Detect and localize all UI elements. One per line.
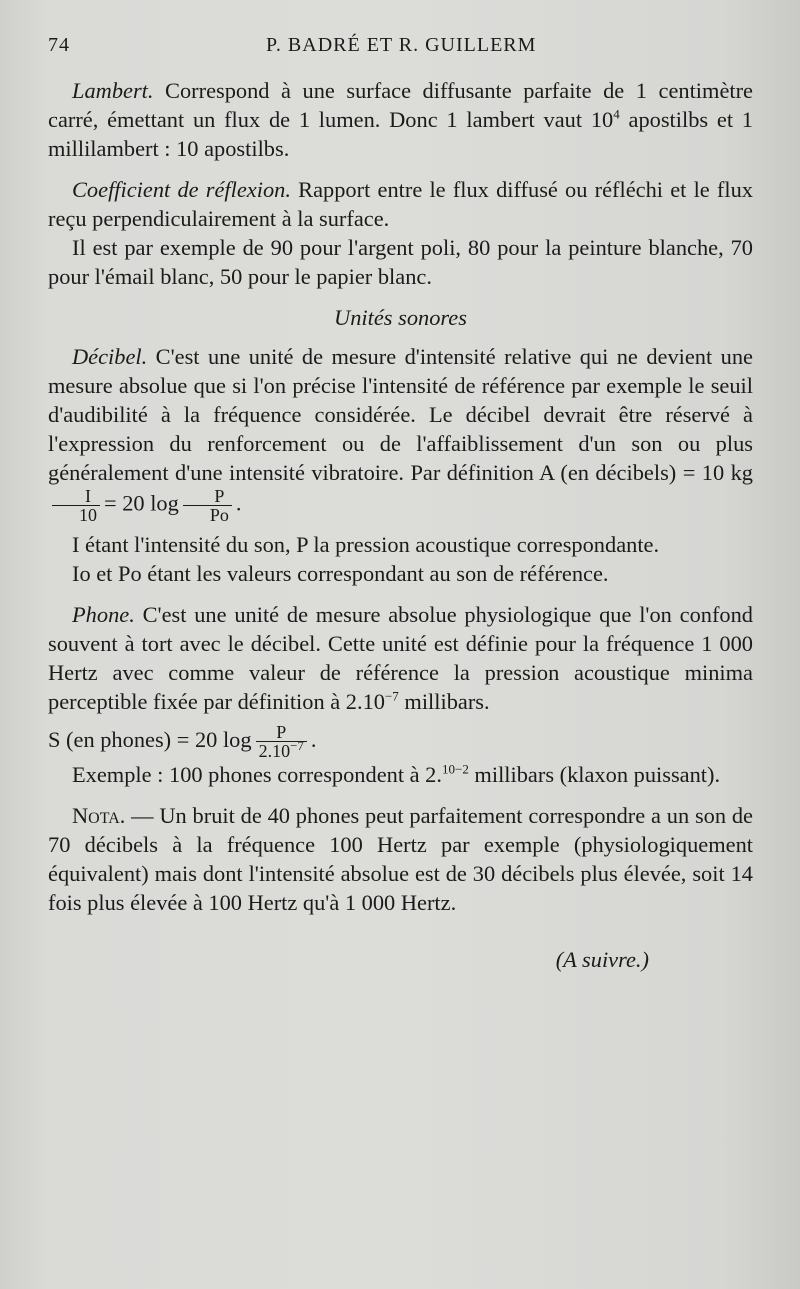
phone-exponent: −7 xyxy=(384,688,399,704)
decibel-equals: = 20 log xyxy=(104,490,179,516)
section-title: Unités sonores xyxy=(334,305,467,330)
decibel-text: C'est une unité de mesure d'intensité relative qui ne devient une mesure absolue que si l'on précise l'intensité de référence par exemple le seuil d'audibilité à la fréquence considérée. Le décibel devrait être réservé à l'expression du renforcement ou de l'affaiblissement d'un son ou plus généralement d'une intensité vibratoire. Par définition A (en décibels) = 10 kg xyxy=(48,344,753,485)
phone-formula-end: . xyxy=(310,727,317,752)
phone-example-exponent: 10−2 xyxy=(441,761,469,777)
decibel-note-2: Io et Po étant les valeurs correspondant au son de référence. xyxy=(72,561,609,586)
continuation-note: (A suivre.) xyxy=(555,947,649,973)
coefficient-text: Rapport entre le flux diffusé ou réfléchi et le flux reçu perpendiculairement à la surface. xyxy=(48,177,753,231)
coefficient-example: Il est par exemple de 90 pour l'argent poli, 80 pour la peinture blanche, 70 pour l'émail blanc, 50 pour le papier blanc. xyxy=(48,235,753,289)
intensity-fraction xyxy=(52,487,100,524)
phone-fraction xyxy=(256,723,307,760)
decibel-term: Décibel. xyxy=(72,344,148,369)
page-header xyxy=(48,34,760,64)
phone-term: Phone. xyxy=(72,602,135,627)
fraction-numerator: P xyxy=(256,723,307,742)
denominator-exponent: −7 xyxy=(290,738,304,754)
nota-label: Nota. xyxy=(72,803,126,829)
lambert-term: Lambert. xyxy=(72,78,154,103)
phone-text-2: millibars. xyxy=(398,689,490,714)
fraction-numerator: P xyxy=(183,487,232,506)
nota-text: — Un bruit de 40 phones peut parfaitement correspondre a un son de 70 décibels à la fréquence 100 Hertz par exemple (physiologiquement équivalent) mais dont l'intensité absolue est de 30 décibels plus élevée, soit 14 fois plus élevée à 100 Hertz qu'à 1 000 Hertz. xyxy=(48,803,753,916)
decibel-paragraph xyxy=(48,342,753,524)
phone-formula-left: S (en phones) = 20 log xyxy=(48,727,252,752)
phone-example-a: Exemple : 100 phones correspondent à 2. xyxy=(72,762,442,788)
fraction-denominator: Po xyxy=(209,505,229,525)
phone-example xyxy=(48,760,753,789)
phone-paragraph xyxy=(48,600,753,716)
phone-text: C'est une unité de mesure absolue physiologique que l'on confond souvent à tort avec le décibel. Cette unité est définie pour la fréquence 1 000 Hertz avec comme valeur de référence la pression acoustique minima perceptible fixée par définition à 2.10 xyxy=(48,602,753,714)
phone-formula xyxy=(48,720,753,760)
lambert-exponent: 4 xyxy=(613,106,620,122)
phone-example-b: millibars (klaxon puissant). xyxy=(468,762,721,788)
lambert-text-2: apostilbs et 1 millilambert : 10 apostilbs. xyxy=(48,107,754,161)
fraction-denominator: $2.10^{-7}$ xyxy=(258,738,304,762)
page-number: 74 xyxy=(48,34,70,56)
running-head: P. BADRÉ ET R. GUILLERM xyxy=(266,34,537,56)
decibel-end: . xyxy=(235,490,242,516)
coefficient-paragraph xyxy=(48,175,753,233)
coefficient-term: Coefficient de réflexion. xyxy=(72,177,291,202)
fraction-denominator: 10 xyxy=(79,505,97,525)
page-body xyxy=(48,76,753,974)
nota-paragraph xyxy=(48,801,753,917)
decibel-note-1: I étant l'intensité du son, P la pression acoustique correspondante. xyxy=(72,532,660,557)
pressure-fraction xyxy=(183,487,232,524)
lambert-paragraph xyxy=(48,76,753,163)
lambert-text: Correspond à une surface diffusante parfaite de 1 centimètre carré, émettant un flux de 1 lumen. Donc 1 lambert vaut 10 xyxy=(48,78,753,132)
fraction-numerator: I xyxy=(52,487,100,506)
